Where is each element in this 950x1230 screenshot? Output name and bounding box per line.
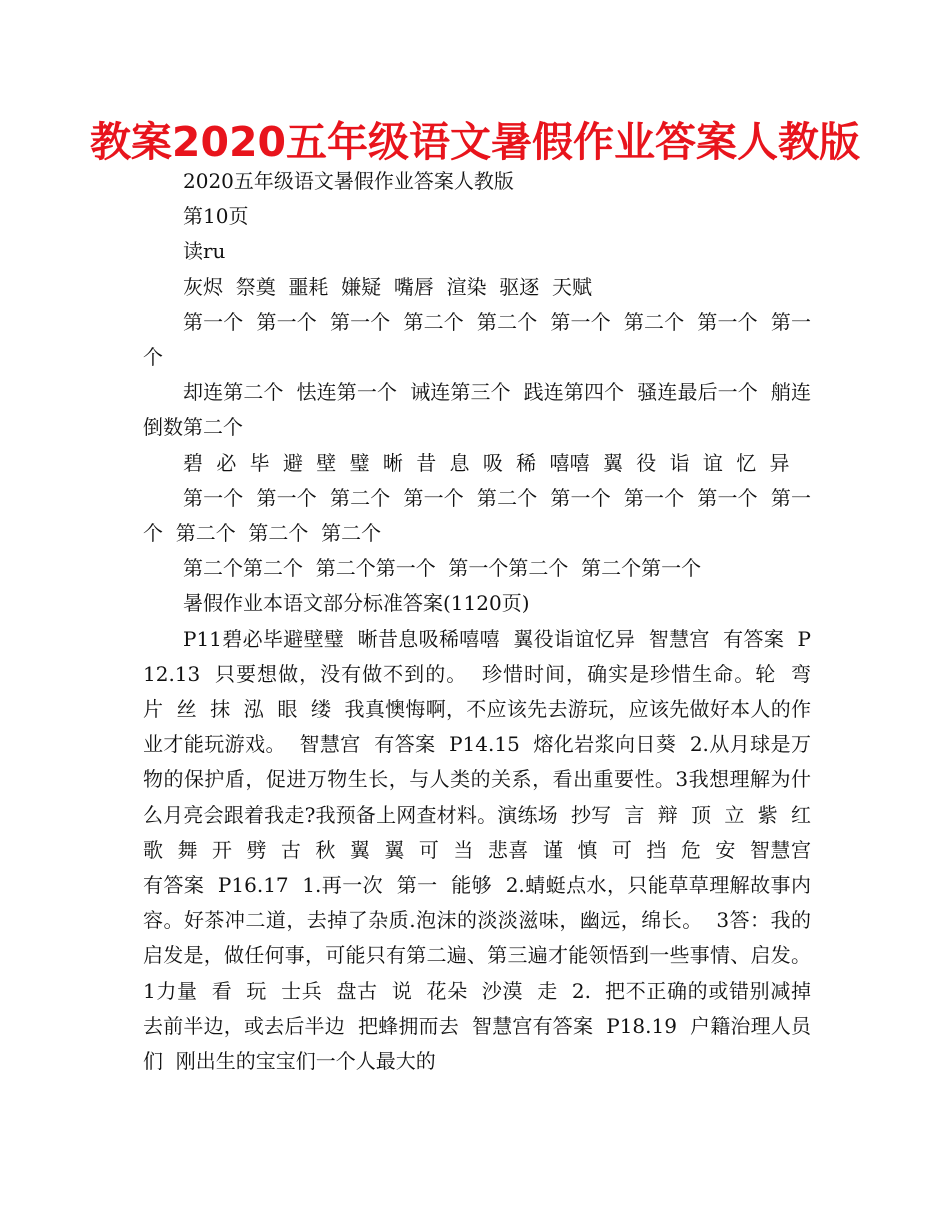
paragraph-words: 灰烬 祭奠 噩耗 嫌疑 嘴唇 渲染 驱逐 天赋 — [183, 274, 593, 299]
document-body — [143, 164, 824, 1079]
document-title: 教案2020五年级语文暑假作业答案人教版 — [89, 118, 861, 166]
paragraph-answers-4: 第二个第二个 第二个第一个 第一个第二个 第二个第一个 — [183, 556, 702, 581]
paragraph-reading: 读ru — [183, 239, 226, 264]
paragraph-answers-2: 却连第二个 怯连第一个 诫连第三个 践连第四个 骚连最后一个 艄连倒数第二个 — [143, 380, 811, 440]
paragraph-characters: 碧 必 毕 避 壁 璧 晰 昔 息 吸 稀 嘻嘻 翼 役 诣 谊 忆 异 — [183, 450, 790, 475]
paragraph-answers-3: 第一个 第一个 第二个 第一个 第二个 第一个 第一个 第一个 第一个 第二个 第二个 第二个 — [143, 485, 811, 546]
paragraph-subtitle: 2020五年级语文暑假作业答案人教版 — [183, 169, 514, 193]
paragraph-section-heading: 暑假作业本语文部分标准答案(1120页) — [183, 591, 530, 616]
paragraph-page-number: 第10页 — [183, 204, 249, 229]
paragraph-long-answers: P11碧必毕避壁璧 晰昔息吸稀嘻嘻 翼役诣谊忆异 智慧宫 有答案 P12.13 只要想做，没有做不到的。 珍惜时间，确实是珍惜生命。轮 弯 片 丝 抹 泓 眼 缕 我真懊悔啊，不应该先去游玩，应该先做好本人的作业才能玩游戏。 智慧宫 有答案 P14.15 熔化岩浆向日葵 2.从月球是万物的保护盾，促进万物生长，与人类的关系，看出重要性。3我想理解为什么月亮会跟着我走?我预备上网查材料。演练场 抄写 言 辩 顶 立 紫 红 歌 舞 开 劈 古 秋 翼 翼 可 当 悲喜 谨 慎 可 挡 危 安 智慧宫 有答案 P16.17 1.再一次 第一 能够 2.蜻蜓点水，只能草草理解故事内容。好茶冲二道，去掉了杂质.泡沫的淡淡滋味，幽远，绵长。 3答：我的启发是，做任何事，可能只有第二遍、第三遍才能领悟到一些事情、启发。 1力量 看 玩 士兵 盘古 说 花朵 沙漠 走 2. 把不正确的或错别减掉 去前半边，或去后半边 把蜂拥而去 智慧宫有答案 P18.19 户籍治理人员们 刚出生的宝宝们一个人最大的 — [143, 626, 824, 1074]
paragraph-answers-1: 第一个 第一个 第一个 第二个 第二个 第一个 第二个 第一个 第一个 — [143, 309, 811, 370]
